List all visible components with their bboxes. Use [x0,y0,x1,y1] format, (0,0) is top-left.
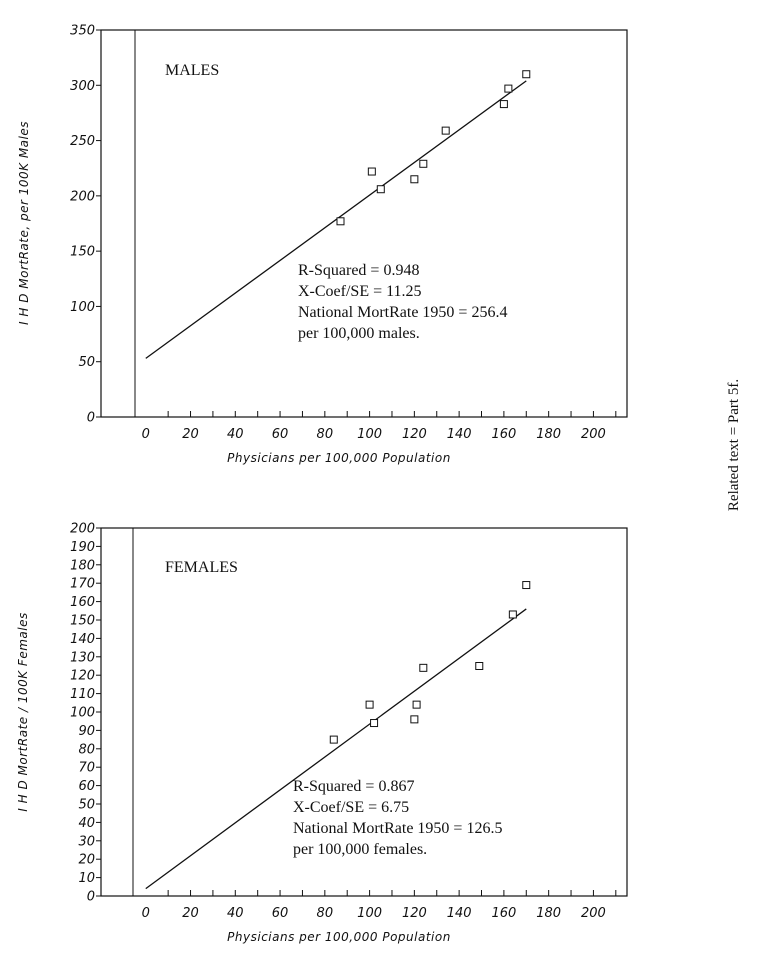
data-point [413,701,420,708]
y-tick-label: 350 [70,23,95,39]
panel-label: FEMALES [165,559,238,576]
data-point [330,736,337,743]
x-axis-title: Physicians per 100,000 Population [227,930,451,944]
data-point [476,663,483,670]
males-scatter-chart [17,24,627,466]
data-point [411,176,418,183]
x-tick-label: 160 [491,906,517,921]
x-tick-label: 40 [227,906,244,921]
y-tick-label: 80 [78,742,95,758]
y-tick-label: 200 [70,189,95,205]
x-tick-label: 20 [182,427,199,442]
y-tick-label: 40 [78,815,95,831]
x-tick-label: 200 [581,427,606,442]
y-tick-label: 90 [78,723,95,739]
data-point [377,186,384,193]
data-point [523,71,530,78]
y-tick-label: 0 [86,410,95,426]
x-tick-label: 0 [141,427,150,442]
y-tick-label: 70 [78,760,95,776]
x-tick-label: 80 [316,427,334,442]
data-point [420,160,427,167]
y-tick-label: 130 [70,650,95,666]
y-tick-label: 0 [86,889,95,905]
x-tick-label: 180 [536,427,562,442]
females-scatter-chart [16,522,627,945]
stat-annotation: per 100,000 males. [298,325,420,342]
x-tick-label: 0 [141,906,150,921]
stat-annotation: R-Squared = 0.867 [293,778,415,795]
y-tick-label: 60 [78,779,95,795]
y-axis-title: I H D MortRate / 100K Females [16,612,30,812]
y-tick-label: 20 [78,852,95,868]
data-point [420,664,427,671]
x-tick-label: 200 [581,906,606,921]
x-tick-label: 20 [182,906,199,921]
y-tick-label: 180 [70,558,95,574]
x-tick-label: 160 [491,427,517,442]
related-text-note: Related text = Part 5f. [726,378,742,512]
plot-frame [101,30,627,417]
y-tick-label: 150 [70,244,95,260]
y-tick-label: 160 [70,595,95,611]
x-tick-label: 40 [227,427,244,442]
x-tick-label: 180 [536,906,562,921]
y-tick-label: 190 [70,539,95,555]
x-tick-label: 60 [271,427,289,442]
y-tick-label: 140 [70,631,95,647]
y-tick-label: 50 [78,797,95,813]
y-tick-label: 300 [70,78,95,94]
x-tick-label: 120 [401,906,427,921]
x-tick-label: 100 [357,906,383,921]
panel-label: MALES [165,62,220,79]
data-point [523,582,530,589]
x-tick-label: 100 [357,427,383,442]
stat-annotation: X-Coef/SE = 11.25 [298,283,422,300]
y-tick-label: 200 [70,521,95,537]
x-tick-label: 120 [401,427,427,442]
data-point [337,218,344,225]
y-tick-label: 50 [78,355,95,371]
y-tick-label: 110 [70,687,95,703]
y-tick-label: 30 [78,834,95,850]
data-point [368,168,375,175]
y-axis-title: I H D MortRate, per 100K Males [17,121,31,325]
x-tick-label: 80 [316,906,334,921]
data-point [371,720,378,727]
stat-annotation: National MortRate 1950 = 256.4 [298,304,508,321]
x-axis-title: Physicians per 100,000 Population [227,451,451,465]
y-tick-label: 250 [70,134,95,150]
data-point [442,127,449,134]
x-tick-label: 140 [446,427,472,442]
y-tick-label: 100 [70,705,95,721]
data-point [509,611,516,618]
y-tick-label: 170 [70,576,95,592]
data-point [411,716,418,723]
stat-annotation: per 100,000 females. [293,841,428,858]
stat-annotation: R-Squared = 0.948 [298,262,420,279]
y-tick-label: 150 [70,613,95,629]
data-point [366,701,373,708]
x-tick-label: 140 [446,906,472,921]
y-tick-label: 10 [78,871,95,887]
data-point [500,101,507,108]
x-tick-label: 60 [271,906,289,921]
stat-annotation: X-Coef/SE = 6.75 [293,799,410,816]
data-point [505,85,512,92]
stat-annotation: National MortRate 1950 = 126.5 [293,820,503,837]
y-tick-label: 100 [70,299,95,315]
y-tick-label: 120 [70,668,95,684]
